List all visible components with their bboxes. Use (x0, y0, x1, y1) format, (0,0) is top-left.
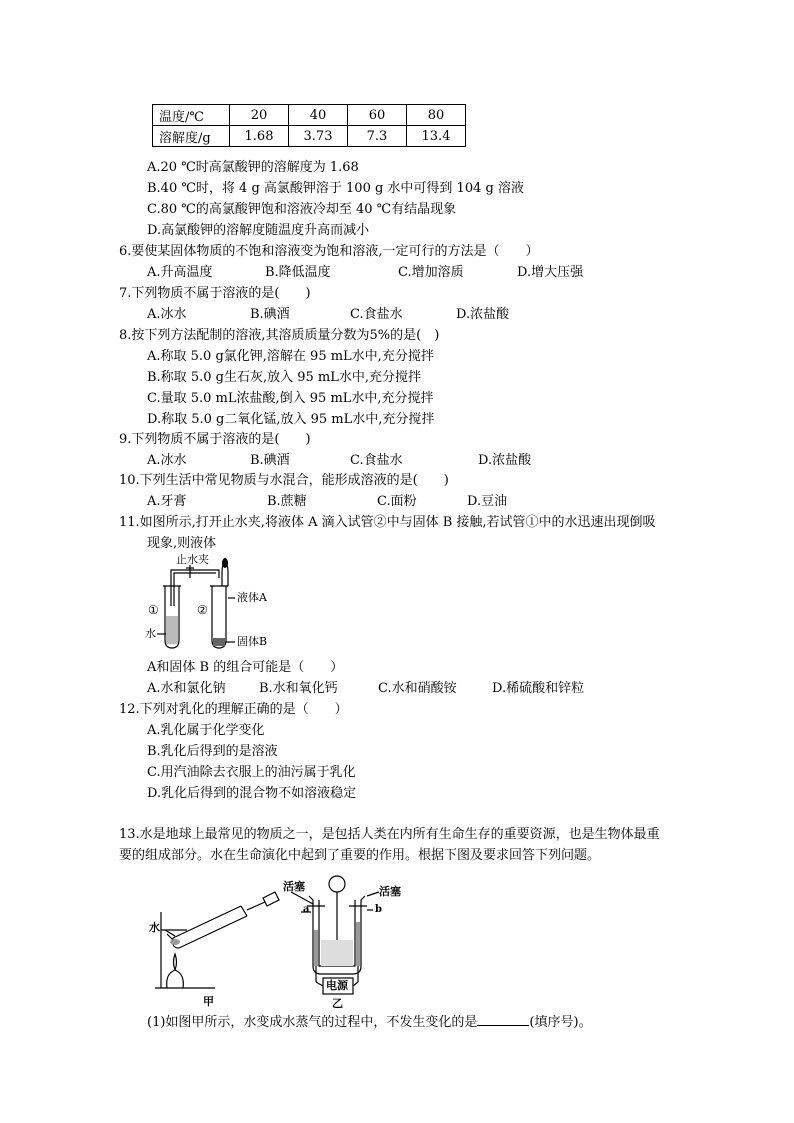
q8-stem: 8.按下列方法配制的溶液,其溶质质量分数为5%的是( ) (119, 328, 440, 343)
fig-label-water: 水 (145, 627, 156, 640)
q8-option-d: D.称取 5.0 g二氧化锰,放入 95 mL水中,充分搅拌 (147, 412, 435, 427)
q12-stem: 12.下列对乳化的理解正确的是（ ） (119, 702, 348, 717)
table-cell: 40 (289, 105, 348, 126)
fig-label-water: 水 (149, 921, 160, 934)
q9-option-c: C.食盐水 (350, 453, 403, 468)
q5-option-b: B.40 ℃时，将 4 g 高氯酸钾溶于 100 g 水中可得到 104 g 溶液 (147, 181, 524, 196)
q11-option-a: A.水和氯化钠 (147, 681, 226, 696)
q7-option-b: B.碘酒 (250, 307, 290, 322)
fig-label-power: 电源 (326, 979, 348, 992)
q11-stem-line1: 11.如图所示,打开止水夹,将液体 A 滴入试管②中与固体 B 接触,若试管①中的水迅速出现倒吸 (119, 515, 656, 530)
answer-blank[interactable] (477, 1013, 529, 1026)
table-cell: 温度/℃ (153, 105, 230, 126)
q10-option-d: D.豆油 (467, 494, 508, 509)
fig-label-liquid-a: 液体A (237, 591, 267, 604)
q9-option-a: A.冰水 (147, 453, 187, 468)
q11-option-c: C.水和硝酸铵 (378, 681, 457, 696)
q10-stem: 10.下列生活中常见物质与水混合，能形成溶液的是( ) (119, 473, 449, 488)
q11-stem-line2: 现象,则液体 (147, 536, 217, 551)
fig-label-tube2: ② (197, 603, 208, 617)
q7-option-d: D.浓盐酸 (456, 307, 510, 322)
water-experiment-figure (145, 870, 425, 1010)
q13-stem-line2: 要的组成部分。水在生命演化中起到了重要的作用。根据下图及要求回答下列问题。 (119, 848, 601, 863)
q11-option-d: D.稀硫酸和锌粒 (492, 681, 585, 696)
q7-option-c: C.食盐水 (350, 307, 403, 322)
q5-option-d: D.高氯酸钾的溶解度随温度升高而减小 (147, 223, 370, 238)
q6-option-a: A.升高温度 (147, 265, 213, 280)
q8-option-c: C.量取 5.0 mL浓盐酸,倒入 95 mL水中,充分搅拌 (147, 391, 434, 406)
table-cell: 13.4 (407, 126, 466, 147)
q11-stem-line3: A和固体 B 的组合可能是（ ） (147, 660, 344, 675)
q12-option-a: A.乳化属于化学变化 (147, 723, 265, 738)
q12-option-d: D.乳化后得到的混合物不如溶液稳定 (147, 786, 357, 801)
q13-sub1 (147, 1013, 592, 1032)
q6-option-c: C.增加溶质 (398, 265, 464, 280)
test-tube-apparatus-figure (143, 553, 283, 656)
fig-label-a: a (303, 904, 310, 915)
fig-label-stopcock-right: 活塞 (379, 885, 401, 898)
solubility-table (152, 104, 466, 147)
q9-option-d: D.浓盐酸 (478, 453, 532, 468)
table-cell: 7.3 (348, 126, 407, 147)
q6-stem: 6.要使某固体物质的不饱和溶液变为饱和溶液,一定可行的方法是（ ） (119, 244, 539, 259)
q12-option-b: B.乳化后得到的是溶液 (147, 744, 278, 759)
table-cell: 20 (230, 105, 289, 126)
table-cell: 80 (407, 105, 466, 126)
q6-option-b: B.降低温度 (265, 265, 331, 280)
q9-stem: 9.下列物质不属于溶液的是( ) (119, 432, 311, 447)
fig-label-b: b (375, 904, 382, 915)
q7-option-a: A.冰水 (147, 307, 187, 322)
table-cell: 溶解度/g (153, 126, 230, 147)
q10-option-b: B.蔗糖 (267, 494, 307, 509)
q5-option-c: C.80 ℃的高氯酸钾饱和溶液冷却至 40 ℃有结晶现象 (147, 202, 457, 217)
q8-option-b: B.称取 5.0 g生石灰,放入 95 mL水中,充分搅拌 (147, 370, 421, 385)
table-row (153, 126, 466, 147)
q9-option-b: B.碘酒 (250, 453, 290, 468)
q8-option-a: A.称取 5.0 g氯化钾,溶解在 95 mL水中,充分搅拌 (147, 349, 434, 364)
table-cell: 60 (348, 105, 407, 126)
fig-label-clip: 止水夹 (176, 553, 209, 566)
q10-option-a: A.牙膏 (147, 494, 187, 509)
q11-option-b: B.水和氧化钙 (259, 681, 338, 696)
q13-sub1-suffix: (填序号)。 (529, 1015, 592, 1030)
table-cell: 1.68 (230, 126, 289, 147)
q12-option-c: C.用汽油除去衣服上的油污属于乳化 (147, 765, 356, 780)
fig-label-solid-b: 固体B (237, 635, 268, 648)
q10-option-c: C.面粉 (377, 494, 417, 509)
q5-option-a: A.20 ℃时高氯酸钾的溶解度为 1.68 (147, 160, 359, 175)
fig-label-tube1: ① (148, 603, 159, 617)
table-cell: 3.73 (289, 126, 348, 147)
fig-label-jia: 甲 (203, 995, 214, 1008)
q6-option-d: D.增大压强 (517, 265, 584, 280)
fig-label-yi: 乙 (332, 997, 343, 1010)
q13-stem-line1: 13.水是地球上最常见的物质之一，是包括人类在内所有生命生存的重要资源，也是生物体最重 (119, 827, 660, 842)
q7-stem: 7.下列物质不属于溶液的是( ) (119, 286, 311, 301)
table-row (153, 105, 466, 126)
q13-sub1-text: (1)如图甲所示，水变成水蒸气的过程中，不发生变化的是 (147, 1015, 478, 1030)
fig-label-stopcock-left: 活塞 (283, 880, 305, 893)
